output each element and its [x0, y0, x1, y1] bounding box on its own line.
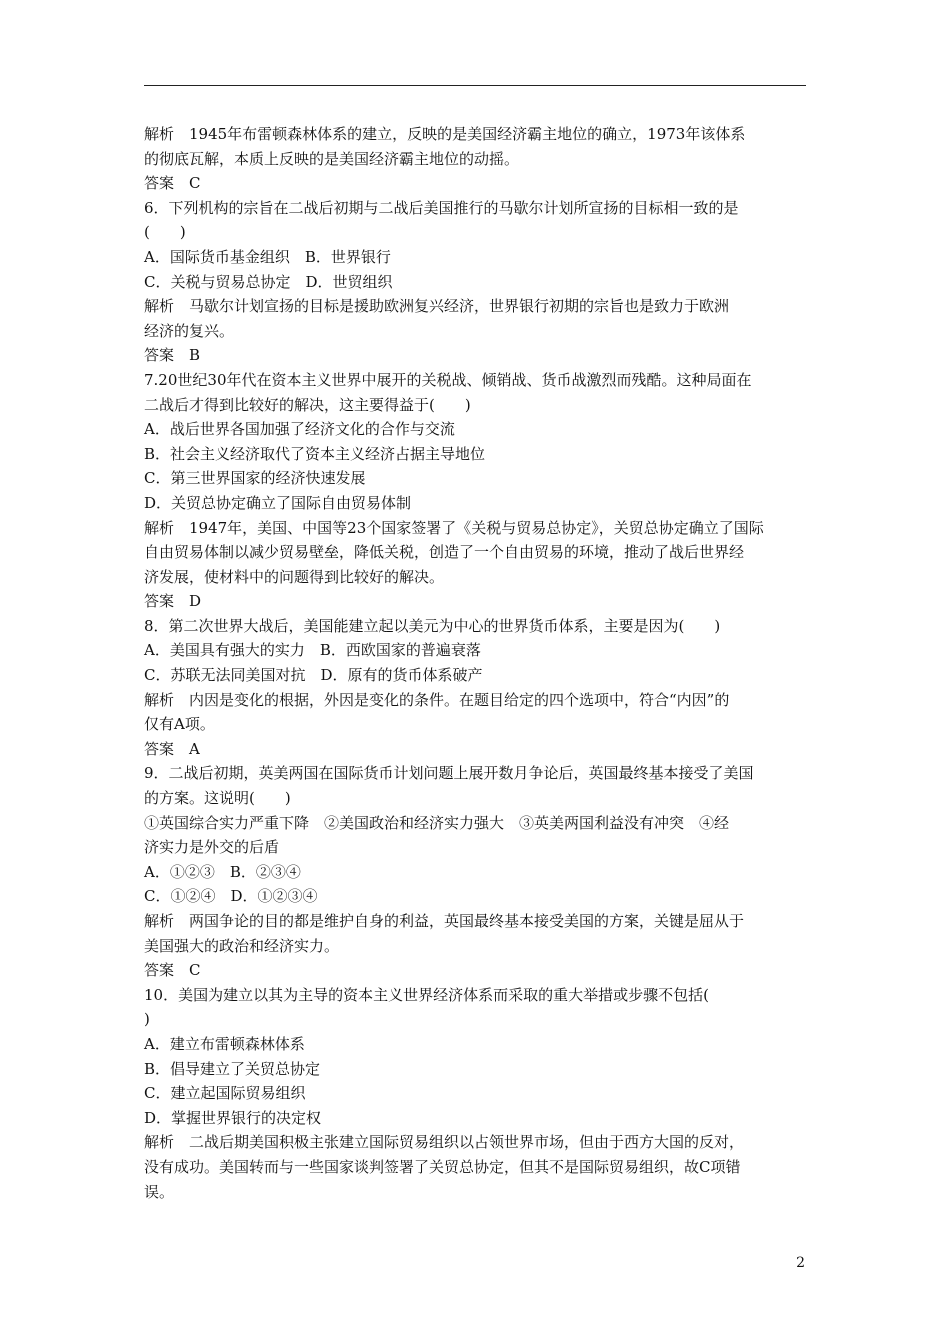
- text-line: 解析 内因是变化的根据，外因是变化的条件。在题目给定的四个选项中，符合“内因”的: [144, 690, 730, 709]
- text-line: 答案 D: [144, 592, 202, 611]
- document-body: [144, 122, 806, 1204]
- text-line: 的方案。这说明( ): [144, 789, 291, 808]
- text-line: A．战后世界各国加强了经济文化的合作与交流: [144, 420, 455, 439]
- text-line: 没有成功。美国转而与一些国家谈判签署了关贸总协定，但其不是国际贸易组织，故C项错: [144, 1157, 741, 1176]
- text-line: 答案 C: [144, 961, 201, 980]
- text-line: C．建立起国际贸易组织: [144, 1084, 306, 1103]
- text-line: B．倡导建立了关贸总协定: [144, 1059, 321, 1078]
- text-line: 10．美国为建立以其为主导的资本主义世界经济体系而采取的重大举措或步骤不包括(: [144, 985, 709, 1004]
- text-line: 经济的复兴。: [144, 321, 235, 340]
- text-line: 仅有A项。: [144, 715, 215, 734]
- text-line: A．美国具有强大的实力 B．西欧国家的普遍衰落: [144, 641, 481, 660]
- text-line: C．第三世界国家的经济快速发展: [144, 469, 366, 488]
- text-line: 8．第二次世界大战后，美国能建立起以美元为中心的世界货币体系，主要是因为( ): [144, 616, 721, 635]
- text-line: ①英国综合实力严重下降 ②美国政治和经济实力强大 ③英美两国利益没有冲突 ④经: [144, 813, 730, 832]
- text-line: ( ): [144, 223, 186, 242]
- text-line: 9．二战后初期，英美两国在国际货币计划问题上展开数月争论后，英国最终基本接受了美国: [144, 764, 754, 783]
- text-line: C．苏联无法同美国对抗 D．原有的货币体系破产: [144, 666, 483, 685]
- header-rule: [144, 85, 806, 86]
- text-line: 二战后才得到比较好的解决，这主要得益于( ): [144, 395, 471, 414]
- text-line: 解析 1947年，美国、中国等23个国家签署了《关税与贸易总协定》，关贸总协定确立了国际: [144, 518, 764, 537]
- text-line: B．社会主义经济取代了资本主义经济占据主导地位: [144, 444, 486, 463]
- text-line: ): [144, 1010, 150, 1029]
- text-line: 误。: [144, 1182, 175, 1201]
- text-line: 的彻底瓦解，本质上反映的是美国经济霸主地位的动摇。: [144, 149, 520, 168]
- text-line: 美国强大的政治和经济实力。: [144, 936, 340, 955]
- text-line: 济发展，使材料中的问题得到比较好的解决。: [144, 567, 445, 586]
- text-line: D．掌握世界银行的决定权: [144, 1108, 322, 1127]
- text-line: 6．下列机构的宗旨在二战后初期与二战后美国推行的马歇尔计划所宣扬的目标相一致的是: [144, 198, 739, 217]
- text-line: A．建立布雷顿森林体系: [144, 1034, 305, 1053]
- text-line: 解析 两国争论的目的都是维护自身的利益，英国最终基本接受美国的方案，关键是屈从于: [144, 912, 745, 930]
- text-line: 7.20世纪30年代在资本主义世界中展开的关税战、倾销战、货币战激烈而残酷。这种局面在: [144, 370, 752, 389]
- text-line: 答案 C: [144, 174, 201, 193]
- text-line: 解析 二战后期美国积极主张建立国际贸易组织以占领世界市场，但由于西方大国的反对，: [144, 1133, 745, 1152]
- text-line: C．①②④ D．①②③④: [144, 887, 318, 906]
- page-number: 2: [796, 1255, 805, 1271]
- text-line: 解析 1945年布雷顿森林体系的建立，反映的是美国经济霸主地位的确立，1973年该体系: [144, 125, 746, 143]
- text-line: 解析 马歇尔计划宣扬的目标是援助欧洲复兴经济，世界银行初期的宗旨也是致力于欧洲: [144, 297, 730, 316]
- text-line: A．国际货币基金组织 B．世界银行: [144, 247, 391, 266]
- text-line: 济实力是外交的后盾: [144, 838, 280, 857]
- text-line: D．关贸总协定确立了国际自由贸易体制: [144, 493, 412, 512]
- text-line: 答案 B: [144, 346, 201, 365]
- text-line: 自由贸易体制以减少贸易壁垒，降低关税，创造了一个自由贸易的环境，推动了战后世界经: [144, 543, 745, 562]
- text-line: A．①②③ B．②③④: [144, 862, 301, 881]
- text-line: C．关税与贸易总协定 D．世贸组织: [144, 272, 393, 291]
- text-line: 答案 A: [144, 739, 200, 758]
